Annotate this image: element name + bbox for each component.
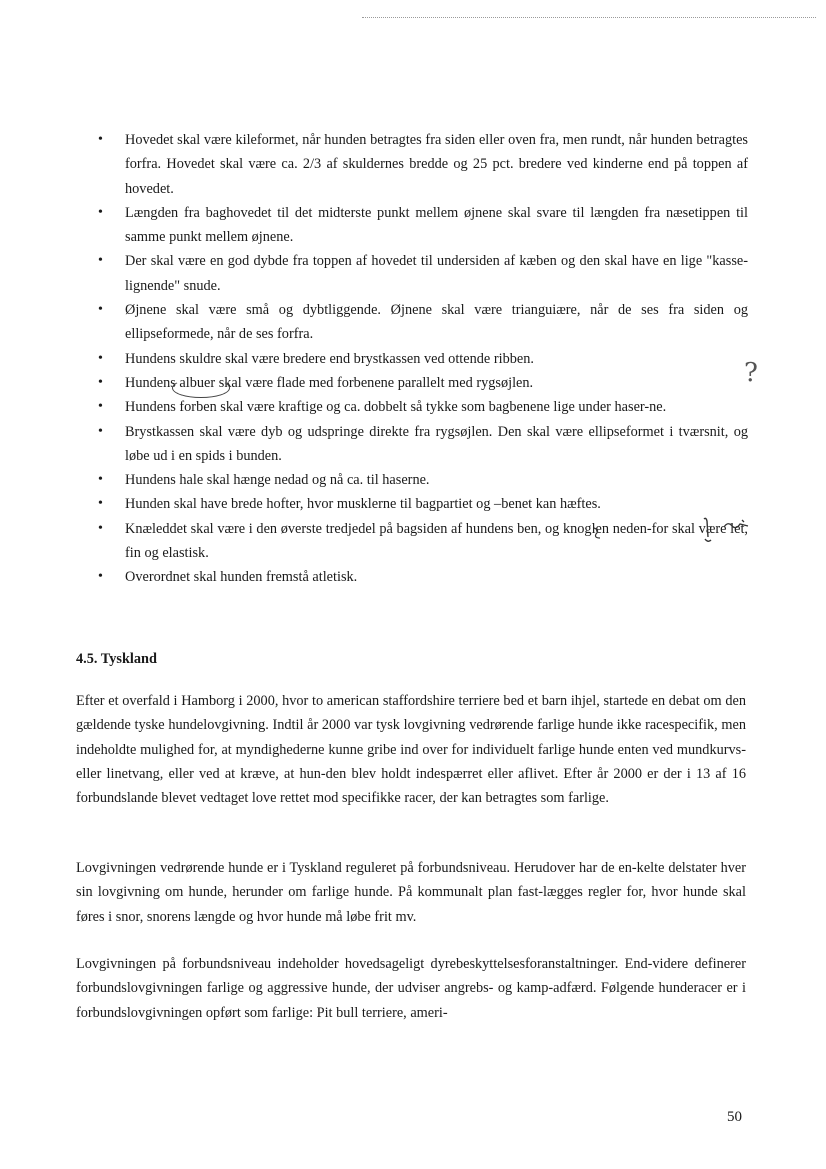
section-heading: 4.5. Tyskland [76, 651, 157, 667]
page-number: 50 [727, 1109, 742, 1125]
handwritten-squiggle-icon [700, 515, 716, 545]
bullet-item: • Længden fra baghovedet til det midterste punkt mellem øjnene skal svare til længden fra næsetippen til samme punkt mellem øjnene. [98, 201, 748, 250]
bullet-item: • Overordnet skal hunden fremstå atletisk. [98, 565, 748, 589]
bullet-item: • Øjnene skal være små og dybtliggende. Øjnene skal være trianguiære, når de ses fra siden og ellipseformede, når de ses forfra. [98, 298, 748, 347]
bullet-item: • Hundens albuer skal være flade med forbenene parallelt med rygsøjlen. [98, 371, 748, 395]
bullet-item: • Hovedet skal være kileformet, når hunden betragtes fra siden eller oven fra, men rundt, når hunden betragtes forfra. Hovedet skal være ca. 2/3 af skuldernes bredde og 25 pct. bredere ved kinderne end på toppen af hovedet. [98, 128, 748, 201]
bullet-item: • Hundens forben skal være kraftige og ca. dobbelt så tykke som bagbenene lige under haser-ne. [98, 395, 748, 419]
bullet-item: • Der skal være en god dybde fra toppen af hovedet til undersiden af kæben og den skal have en lige "kasse-lignende" snude. [98, 249, 748, 298]
handwritten-squiggle-icon [722, 517, 752, 533]
bullet-item: • Hunden skal have brede hofter, hvor musklerne til bagpartiet og –benet kan hæftes. [98, 492, 748, 516]
bullet-list [98, 128, 748, 590]
bullet-item: • Hundens hale skal hænge nedad og nå ca. til haserne. [98, 468, 748, 492]
bullet-item: • Knæleddet skal være i den øverste tredjedel på bagsiden af hundens ben, og knoglen neden-for skal være let, fin og elastisk. [98, 517, 748, 566]
handwritten-squiggle-icon [591, 526, 605, 540]
scan-edge-line [362, 17, 816, 18]
body-paragraph: Lovgivningen på forbundsniveau indeholder hovedsageligt dyrebeskyttelsesforanstaltninger. End-videre definerer forbundslovgivningen farlige og aggressive hunde, der udviser angrebs- og kamp-adfærd. Følgende hunderacer er i forbundslovgivningen opført som farlige: Pit bull terriere, ameri- [76, 956, 746, 1021]
handwritten-circle-annotation [172, 378, 230, 398]
bullet-item: • Hundens skuldre skal være bredere end brystkassen ved ottende ribben. [98, 347, 748, 371]
body-paragraph: Efter et overfald i Hamborg i 2000, hvor to american staffordshire terriere bed et barn ihjel, startede en debat om den gældende tyske hundelovgivning. Indtil år 2000 var tysk lovgivning vedrørende farlige hunde ikke racespecifik, men indeholdte mulighed for, at myndighederne kunne gribe ind over for individuelt farlige hunde enten ved mundkurvs- eller linetvang, eller ved at kræve, at hun-den blev holdt indespærret eller aflivet. Efter år 2000 er der i 13 af 16 forbundslande blevet vedtaget love rettet mod specifikke racer, der kan betragtes som farlige. [76, 693, 746, 807]
body-paragraph: Lovgivningen vedrørende hunde er i Tyskland reguleret på forbundsniveau. Herudover har de en-kelte delstater hver sin lovgivning om hunde, herunder om farlige hunde. På kommunalt plan fast-lægges regler for, hvor hunde skal føres i snor, snorens længde og hvor hunde må løbe frit mv. [76, 860, 746, 925]
bullet-item: • Brystkassen skal være dyb og udspringe direkte fra rygsøjlen. Den skal være ellipseformet i tværsnit, og løbe ud i en spids i bunden. [98, 420, 748, 469]
handwritten-question-mark: ? [744, 358, 758, 388]
